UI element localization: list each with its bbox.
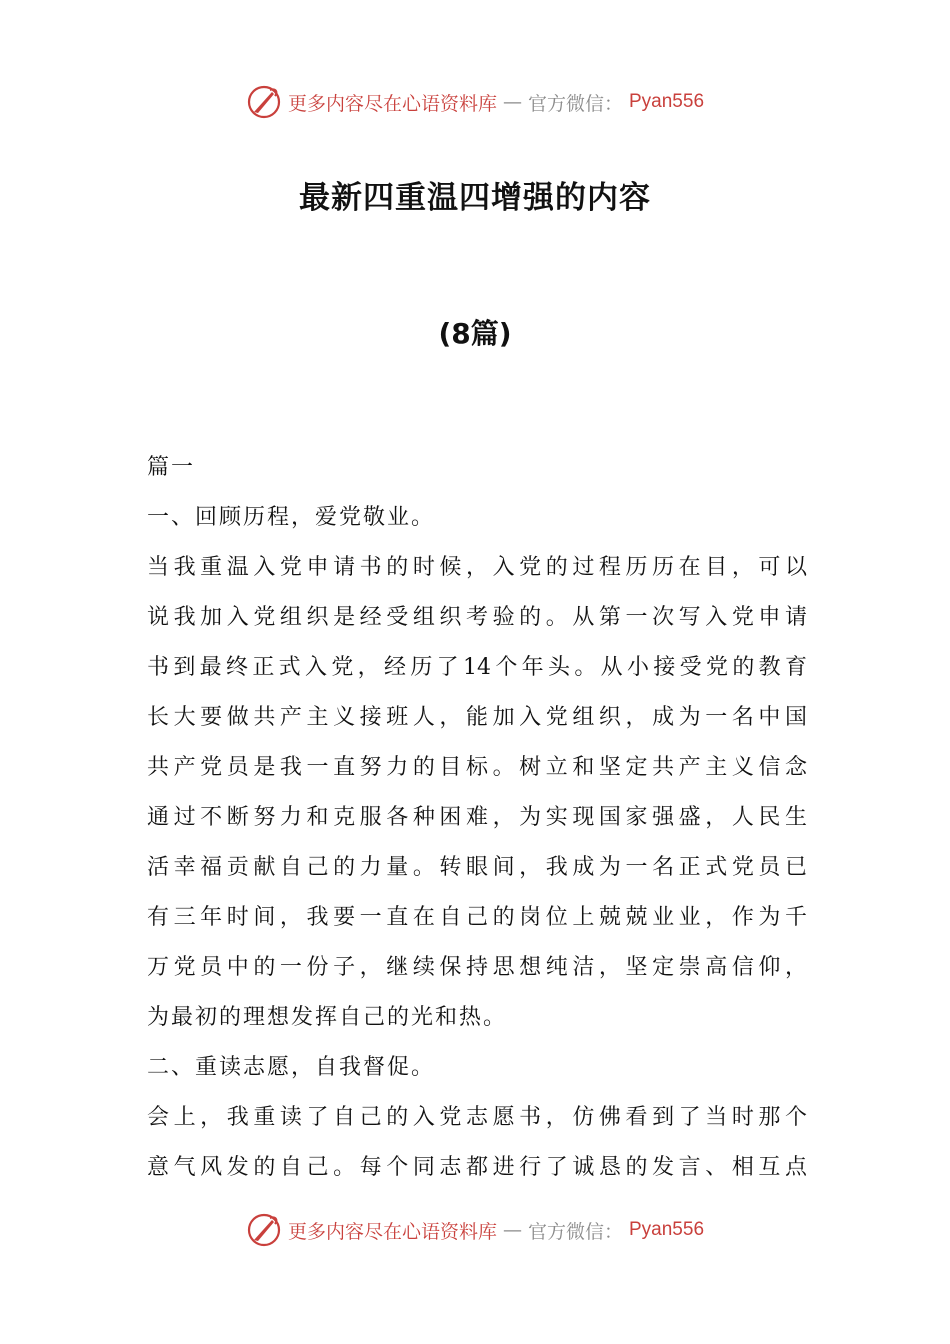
section-heading: 篇一: [147, 455, 196, 480]
watermark-wechat-label: 官方微信：: [527, 1220, 623, 1243]
footer-watermark: [0, 1210, 950, 1250]
body-line: 当我重温入党申请书的时候，入党的过程历历在目，可以: [147, 555, 807, 580]
paragraph-heading: 二、重读志愿，自我督促。: [147, 1055, 436, 1080]
watermark-dash: —: [502, 91, 522, 113]
watermark-wechat-id: Pyan556: [629, 91, 705, 112]
body-line: 有三年时间，我要一直在自己的岗位上兢兢业业，作为千: [147, 905, 807, 930]
body-line: 为最初的理想发挥自己的光和热。: [147, 1005, 508, 1030]
document-body: [147, 443, 807, 1193]
body-line: 书到最终正式入党，经历了14个年头。从小接受党的教育: [147, 655, 807, 680]
watermark-site-name: 更多内容尽在心语资料库: [287, 92, 497, 115]
body-line: 万党员中的一份子，继续保持思想纯洁，坚定崇高信仰，: [147, 955, 807, 980]
quill-pen-logo-icon: [246, 84, 282, 120]
watermark-wechat-id: Pyan556: [629, 1219, 705, 1240]
body-line: 会上，我重读了自己的入党志愿书，仿佛看到了当时那个: [147, 1105, 807, 1130]
paragraph-heading: 一、回顾历程，爱党敬业。: [147, 505, 436, 530]
body-line: 说我加入党组织是经受组织考验的。从第一次写入党申请: [147, 605, 807, 630]
body-line: 共产党员是我一直努力的目标。树立和坚定共产主义信念: [147, 755, 807, 780]
watermark-wechat-label: 官方微信：: [527, 92, 623, 115]
body-line: 长大要做共产主义接班人，能加入党组织，成为一名中国: [147, 705, 807, 730]
document-title: 最新四重温四增强的内容: [299, 180, 651, 216]
body-line: 意气风发的自己。每个同志都进行了诚恳的发言、相互点: [147, 1155, 807, 1180]
document-subtitle: (8篇): [438, 317, 512, 350]
header-watermark: [0, 82, 950, 122]
body-line: 通过不断努力和克服各种困难，为实现国家强盛，人民生: [147, 805, 807, 830]
body-line: 活幸福贡献自己的力量。转眼间，我成为一名正式党员已: [147, 855, 807, 880]
quill-pen-logo-icon: [246, 1212, 282, 1248]
watermark-site-name: 更多内容尽在心语资料库: [287, 1220, 497, 1243]
watermark-dash: —: [502, 1219, 522, 1241]
